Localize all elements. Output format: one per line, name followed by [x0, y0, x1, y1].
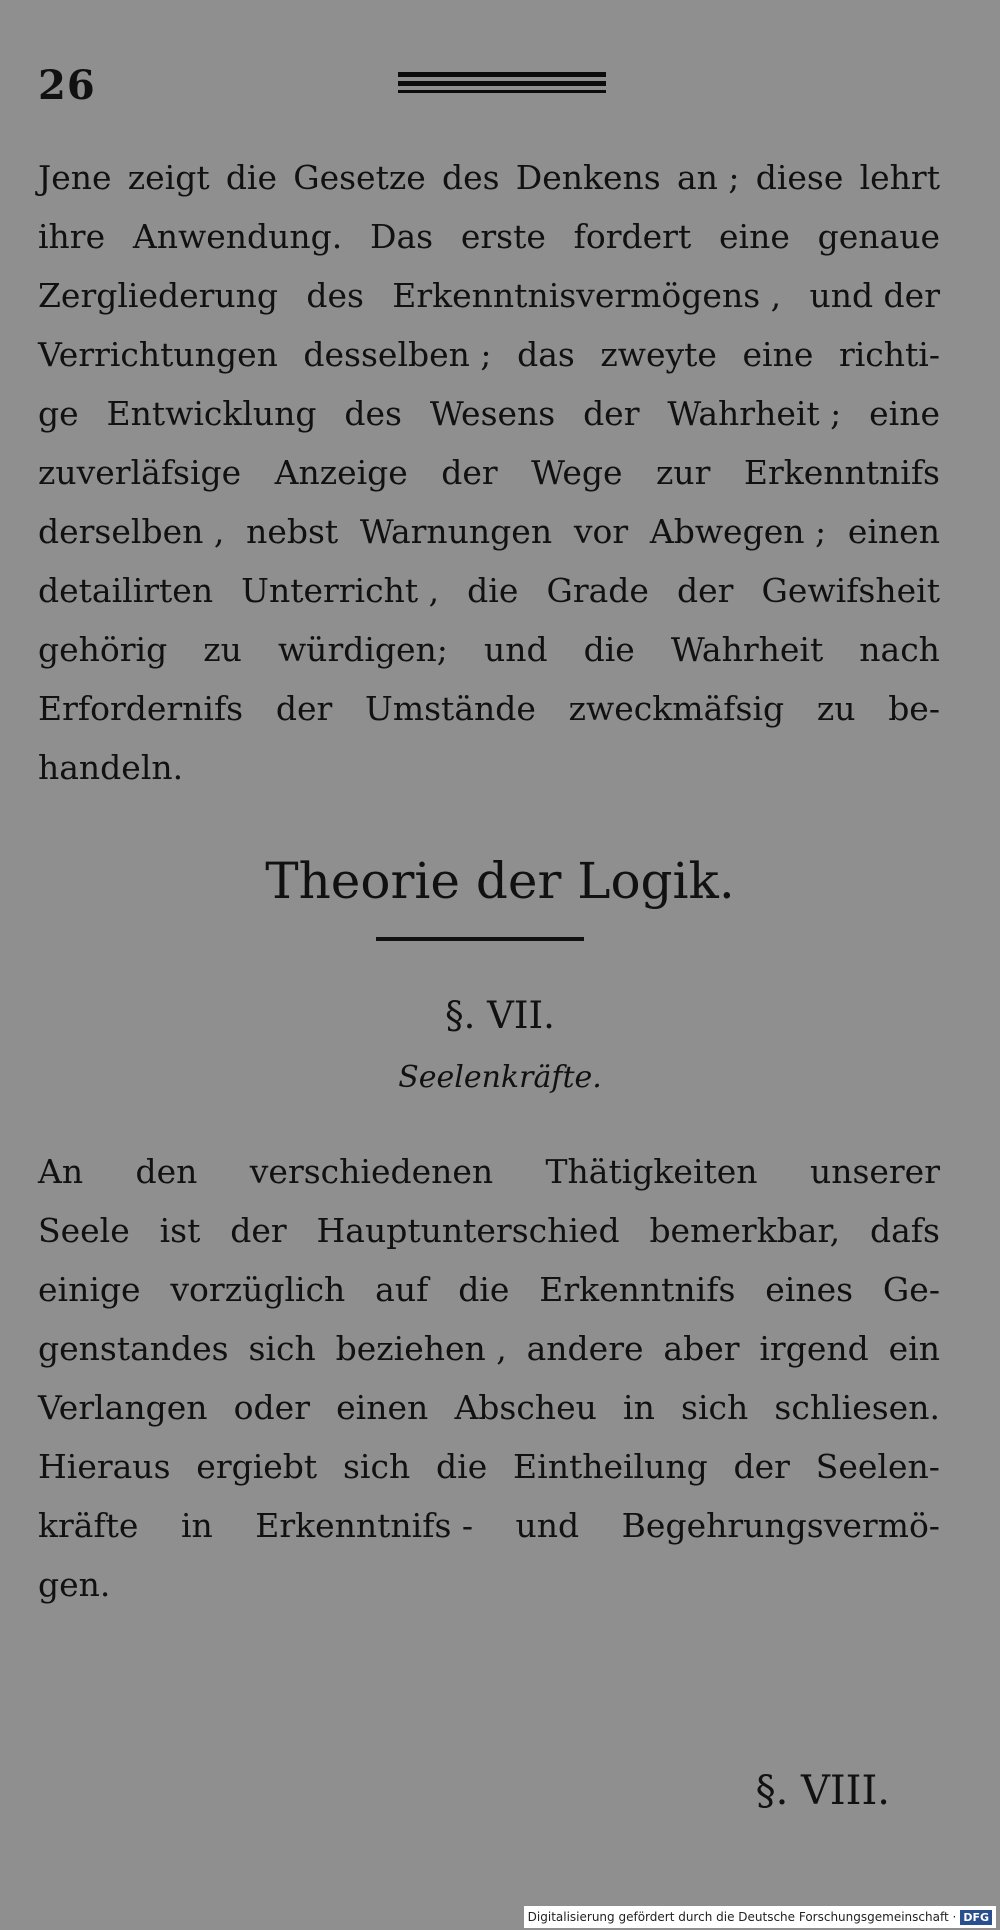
word: Wege — [531, 453, 623, 492]
word: sich — [248, 1329, 316, 1368]
word: diese — [755, 158, 844, 197]
header-rule-bar — [398, 72, 606, 77]
word: die — [583, 630, 635, 669]
word: Seelen- — [815, 1447, 940, 1486]
word: andere — [526, 1329, 644, 1368]
word: ergiebt — [196, 1447, 318, 1486]
word: Unterricht , — [241, 571, 440, 610]
word: die — [467, 571, 519, 610]
paragraph-intro — [38, 148, 940, 797]
word: gen. — [38, 1565, 111, 1604]
word: zuverläfsige — [38, 453, 242, 492]
word: desselben ; — [303, 335, 492, 374]
word: kräfte — [38, 1506, 139, 1545]
text-line — [38, 679, 940, 738]
text-line — [38, 1555, 940, 1614]
text-line — [38, 1260, 940, 1319]
section-title: Seelenkräfte. — [398, 1060, 602, 1095]
word: Warnungen — [359, 512, 553, 551]
word: ein — [888, 1329, 940, 1368]
text-line — [38, 443, 940, 502]
word: des — [441, 158, 500, 197]
word: Erkenntnifs - — [255, 1506, 474, 1545]
word: gehörig — [38, 630, 168, 669]
word: in — [623, 1388, 655, 1427]
word: bemerkbar, — [649, 1211, 841, 1250]
word: der — [733, 1447, 790, 1486]
word: vorzüglich — [170, 1270, 346, 1309]
text-line — [38, 561, 940, 620]
word: zur — [656, 453, 711, 492]
word: sich — [681, 1388, 749, 1427]
word: an ; — [676, 158, 740, 197]
word: oder — [233, 1388, 310, 1427]
word: Erfordernifs — [38, 689, 244, 728]
word: des — [306, 276, 364, 315]
word: zu — [816, 689, 856, 728]
word: zu — [203, 630, 242, 669]
word: und — [483, 630, 548, 669]
text-line — [38, 620, 940, 679]
word: einen — [847, 512, 940, 551]
text-line — [38, 1496, 940, 1555]
word: be- — [888, 689, 940, 728]
word: Ge- — [882, 1270, 940, 1309]
catchword: §. VIII. — [755, 1768, 890, 1814]
word: dafs — [869, 1211, 940, 1250]
word: zweyte — [600, 335, 717, 374]
word: Thätigkeiten — [545, 1152, 758, 1191]
text-line — [38, 1142, 940, 1201]
word: unserer — [809, 1152, 940, 1191]
word: detailirten — [38, 571, 214, 610]
text-line — [38, 325, 940, 384]
section-number: §. VII. — [445, 994, 555, 1037]
word: und der — [809, 276, 940, 315]
text-line — [38, 502, 940, 561]
header-rule — [398, 72, 606, 94]
word: Wesens — [429, 394, 556, 433]
word: sich — [343, 1447, 411, 1486]
word: Verlangen — [38, 1388, 208, 1427]
word: Entwicklung — [106, 394, 317, 433]
word: Seele — [38, 1211, 130, 1250]
word: fordert — [573, 217, 692, 256]
chapter-heading: Theorie der Logik. — [265, 852, 735, 910]
word: genaue — [817, 217, 940, 256]
word: vor — [573, 512, 629, 551]
word: lehrt — [859, 158, 940, 197]
word: den — [135, 1152, 198, 1191]
word: und — [515, 1506, 580, 1545]
word: Gesetze — [293, 158, 426, 197]
word: Zergliederung — [38, 276, 279, 315]
word: Abscheu — [454, 1388, 597, 1427]
word: in — [180, 1506, 213, 1545]
word: aber — [663, 1329, 740, 1368]
word: erste — [460, 217, 546, 256]
word: irgend — [759, 1329, 869, 1368]
word: Wahrheit ; — [667, 394, 842, 433]
word: Das — [370, 217, 434, 256]
word: eine — [718, 217, 790, 256]
text-line — [38, 384, 940, 443]
word: Grade — [546, 571, 649, 610]
header-rule-bar — [398, 81, 606, 86]
word: des — [344, 394, 402, 433]
word: Denkens — [515, 158, 661, 197]
word: einen — [336, 1388, 429, 1427]
word: ge — [38, 394, 79, 433]
word: eine — [742, 335, 814, 374]
header-rule-bar — [398, 90, 606, 93]
digitization-footer — [524, 1906, 996, 1928]
text-line — [38, 738, 940, 797]
word: auf — [375, 1270, 429, 1309]
word: Wahrheit — [670, 630, 824, 669]
word: ist — [159, 1211, 201, 1250]
word: Umstände — [365, 689, 536, 728]
word: das — [517, 335, 575, 374]
text-line — [38, 1201, 940, 1260]
word: ihre — [38, 217, 106, 256]
word: Jene — [38, 158, 112, 197]
word: derselben , — [38, 512, 225, 551]
word: Erkenntnifs — [743, 453, 940, 492]
footer-text: Digitalisierung gefördert durch die Deutsche Forschungsgemeinschaft · — [527, 1910, 957, 1924]
word: Begehrungsvermö- — [621, 1506, 940, 1545]
word: richti- — [838, 335, 940, 374]
word: die — [225, 158, 278, 197]
word: nach — [859, 630, 940, 669]
word: Gewifsheit — [761, 571, 940, 610]
word: der — [230, 1211, 287, 1250]
word: Eintheilung — [513, 1447, 708, 1486]
word: nebst — [246, 512, 339, 551]
word: Erkenntnisvermögens , — [392, 276, 782, 315]
dfg-logo: DFG — [960, 1910, 992, 1925]
word: genstandes — [38, 1329, 229, 1368]
word: einige — [38, 1270, 141, 1309]
word: Verrichtungen — [38, 335, 278, 374]
text-line — [38, 1319, 940, 1378]
word: die — [436, 1447, 488, 1486]
heading-rule — [376, 937, 584, 941]
word: eine — [869, 394, 940, 433]
word: würdigen; — [277, 630, 448, 669]
word: zeigt — [127, 158, 210, 197]
text-line — [38, 207, 940, 266]
word: Hieraus — [38, 1447, 171, 1486]
word: handeln. — [38, 748, 184, 787]
text-line — [38, 1378, 940, 1437]
word: zweckmäfsig — [568, 689, 785, 728]
word: der — [677, 571, 734, 610]
page-number: 26 — [38, 62, 96, 109]
word: Erkenntnifs — [539, 1270, 736, 1309]
word: beziehen , — [335, 1329, 507, 1368]
word: der — [275, 689, 333, 728]
word: Anwendung. — [132, 217, 343, 256]
word: eines — [765, 1270, 854, 1309]
paragraph-section — [38, 1142, 940, 1614]
word: Anzeige — [274, 453, 408, 492]
text-line — [38, 148, 940, 207]
word: schliesen. — [774, 1388, 940, 1427]
word: die — [458, 1270, 510, 1309]
word: Hauptunterschied — [316, 1211, 620, 1250]
text-line — [38, 1437, 940, 1496]
word: der — [583, 394, 640, 433]
text-line — [38, 266, 940, 325]
word: An — [38, 1152, 84, 1191]
word: verschiedenen — [249, 1152, 494, 1191]
word: der — [441, 453, 498, 492]
word: Abwegen ; — [649, 512, 827, 551]
